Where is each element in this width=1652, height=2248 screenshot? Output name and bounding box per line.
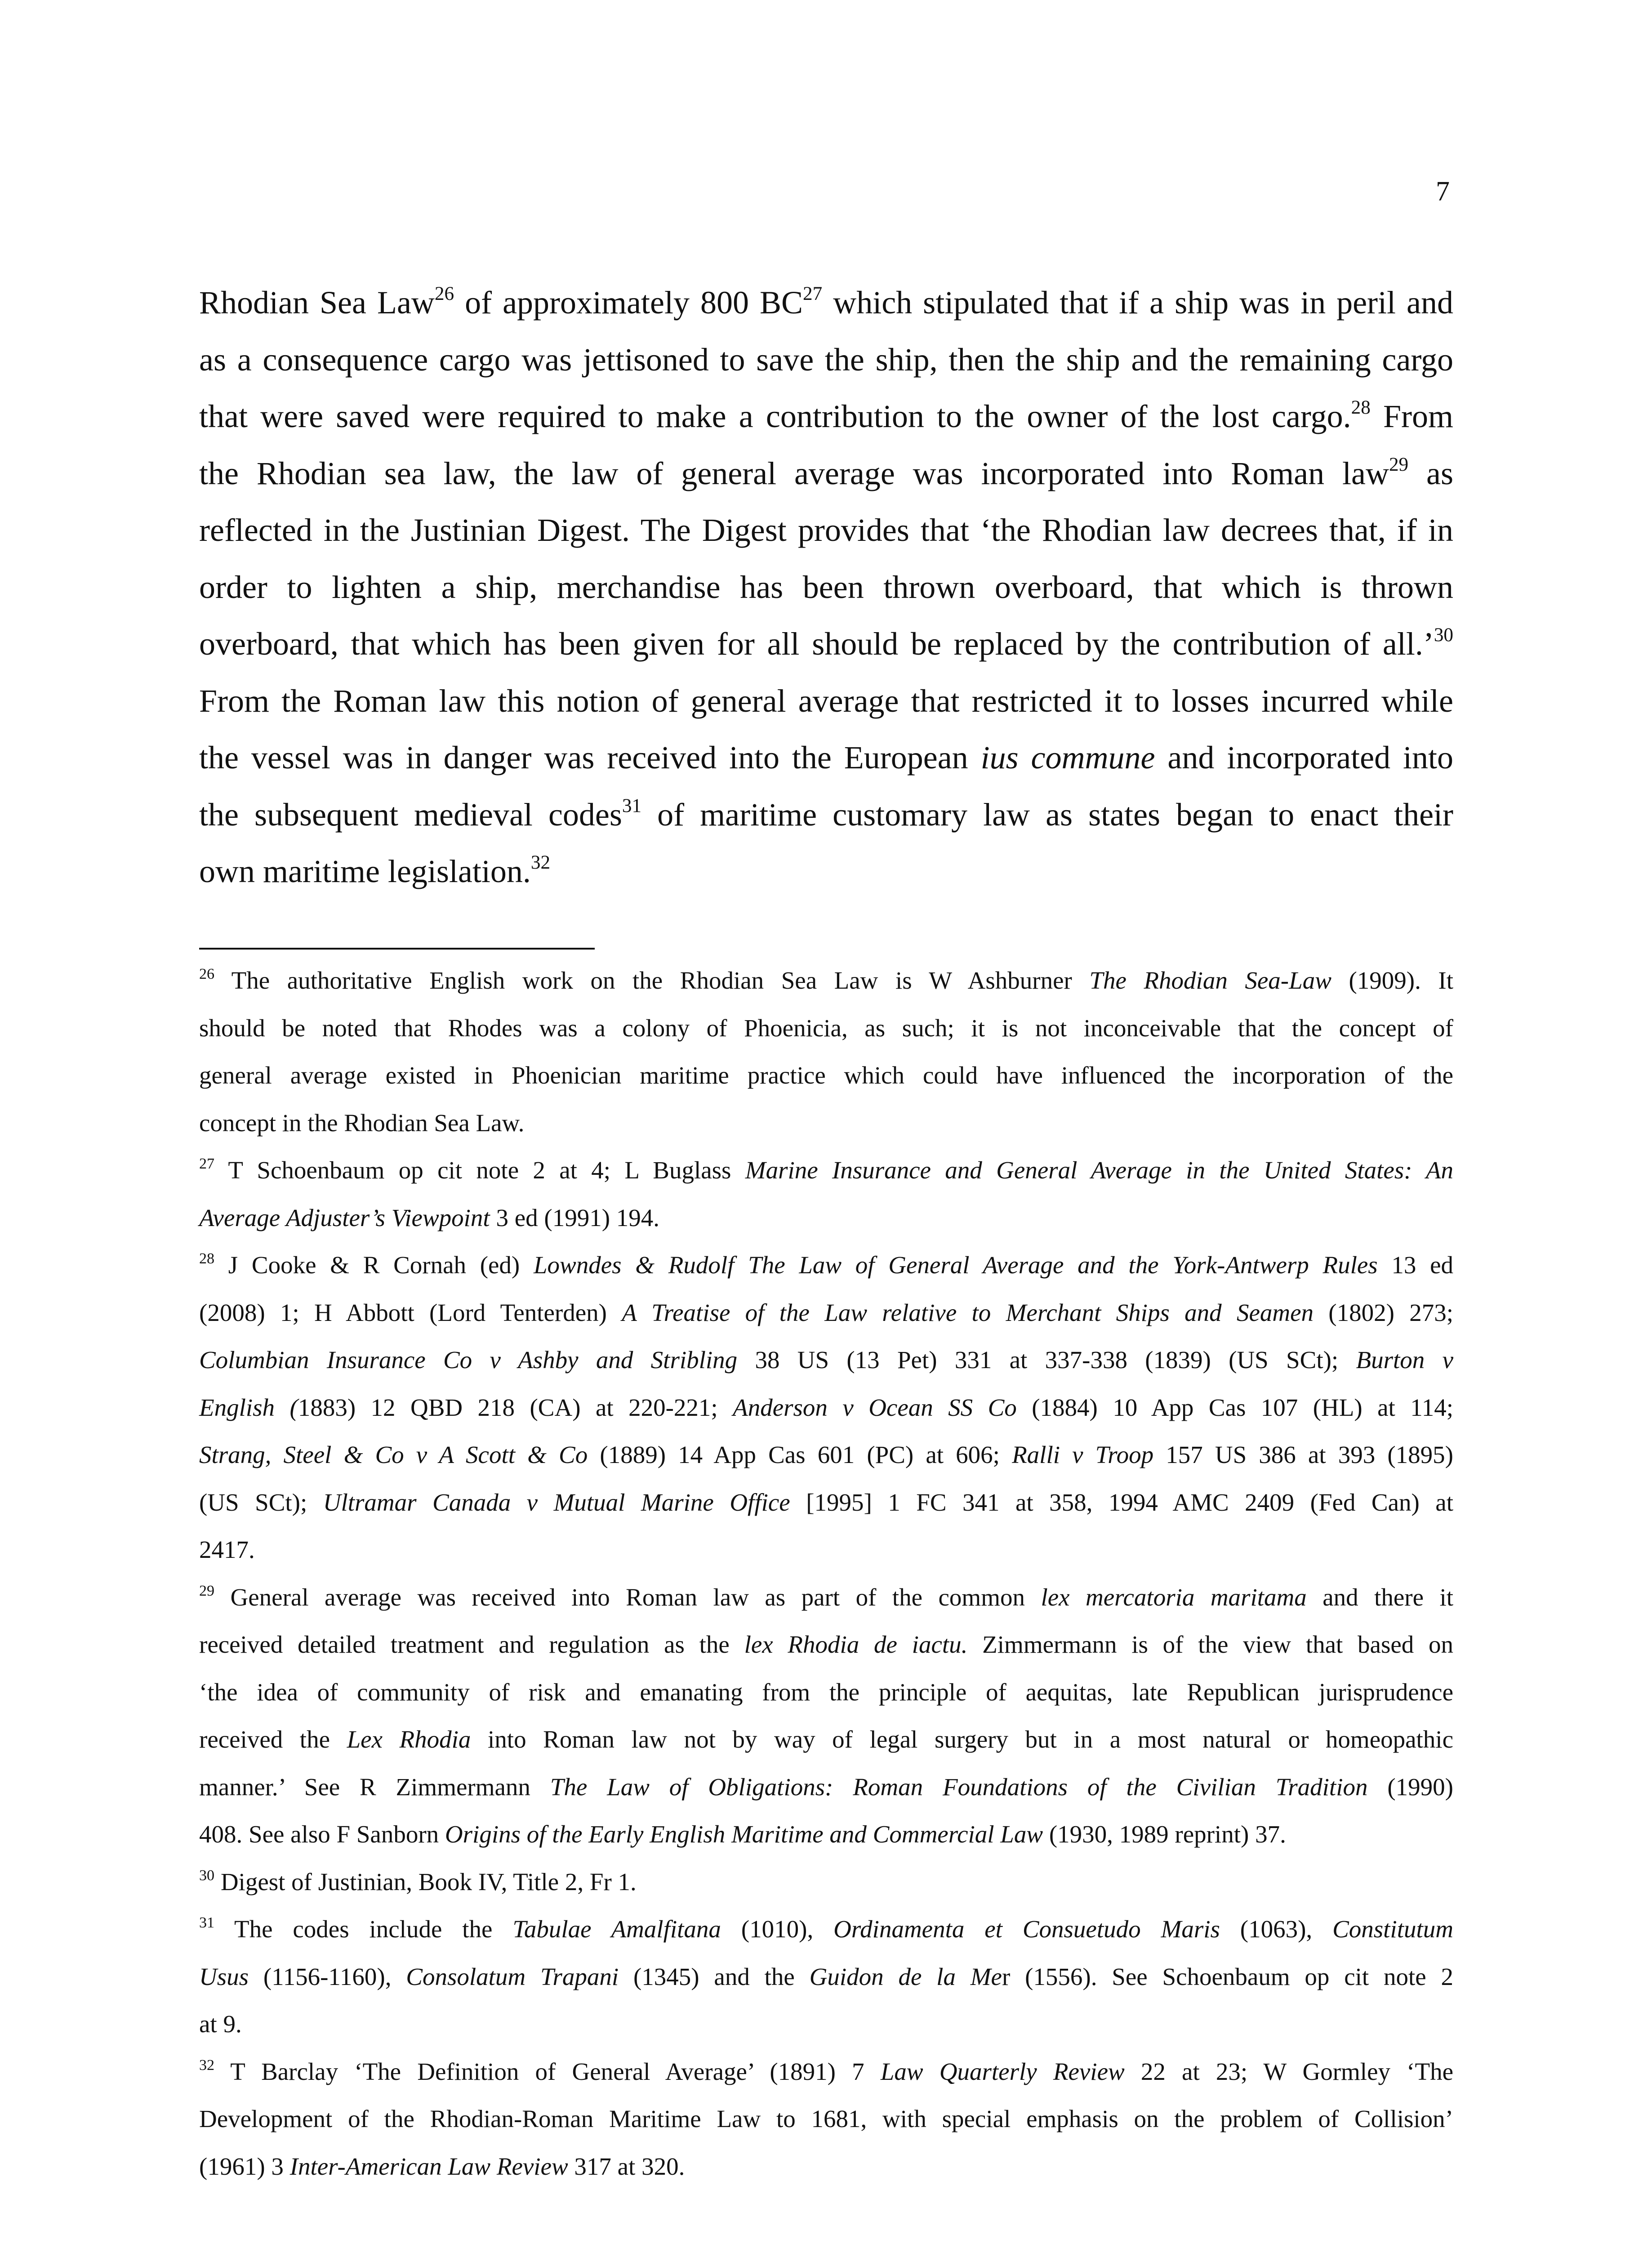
footnote-ref-29[interactable]: 29 <box>1389 454 1409 475</box>
footnote-line: ‘the idea of community of risk and emanating from the principle of aequitas, late Republican jurisprudence <box>199 1678 1453 1706</box>
text-run: manner.’ See R Zimmermann <box>199 1773 550 1801</box>
text-run: From the Roman law this notion of general average that restricted it to losses incurred while <box>199 682 1453 719</box>
text-run: (1156-1160), <box>249 1963 406 1990</box>
footnotes-section <box>199 957 1453 2190</box>
text-run: (1889) 14 App Cas 601 (PC) at 606; <box>588 1441 1012 1468</box>
text-run: (1884) 10 App Cas 107 (HL) at 114; <box>1016 1393 1453 1421</box>
footnote-26 <box>199 957 1453 1146</box>
text-run: 157 US 386 at 393 (1895) <box>1153 1441 1453 1468</box>
text-run: which stipulated that if a ship was in peril and <box>822 285 1453 321</box>
footnote-line <box>199 2143 1453 2190</box>
footnote-28 <box>199 1241 1453 1574</box>
citation-title: Constitutum <box>1332 1915 1453 1943</box>
case-name: Strang, Steel & Co v A Scott & Co <box>199 1441 588 1468</box>
case-name: Ultramar Canada v Mutual Marine Office <box>323 1488 790 1516</box>
footnote-number: 28 <box>199 1250 215 1267</box>
footnote-line <box>199 1431 1453 1479</box>
text-run: (1990) <box>1367 1773 1453 1801</box>
text-run: 3 ed (1991) 194. <box>490 1204 660 1231</box>
citation-title: Lowndes & Rudolf The Law of General Average and the York-Antwerp Rules <box>533 1251 1378 1279</box>
text-run: 1883) 12 QBD 218 (CA) at 220-221; <box>298 1393 733 1421</box>
footnote-number: 32 <box>199 2056 215 2074</box>
case-name: Burton v <box>1356 1346 1453 1374</box>
footnote-32 <box>199 2048 1453 2190</box>
body-line <box>199 786 1453 843</box>
footnote-line <box>199 1289 1453 1337</box>
footnote-line <box>199 1953 1453 2001</box>
text-run: received the <box>199 1726 347 1753</box>
footnote-line <box>199 1811 1453 1858</box>
footnote-line <box>199 1574 1453 1621</box>
case-name: Columbian Insurance Co v Ashby and Stribling <box>199 1346 738 1374</box>
footnote-line <box>199 957 1453 1004</box>
case-name: Ralli v Troop <box>1012 1441 1154 1468</box>
text-run: the subsequent medieval codes <box>199 796 622 833</box>
italic-term: ius commune <box>980 740 1155 776</box>
text-run: (1063), <box>1220 1915 1333 1943</box>
text-run: 38 US (13 Pet) 331 at 337-338 (1839) (US SCt); <box>737 1346 1356 1374</box>
body-line <box>199 502 1453 559</box>
text-run: of approximately 800 BC <box>454 285 803 321</box>
text-run: and incorporated into <box>1155 740 1454 776</box>
text-run: overboard, that which has been given for all should be replaced by the contribution of all.’ <box>199 626 1434 662</box>
body-line <box>199 331 1453 388</box>
case-name: English ( <box>199 1393 298 1421</box>
footnote-line <box>199 1905 1453 1953</box>
text-run: the vessel was in danger was received into the European <box>199 740 981 776</box>
footnote-line <box>199 1146 1453 1194</box>
footnote-27 <box>199 1146 1453 1241</box>
footnote-line: Development of the Rhodian-Roman Maritime Law to 1681, with special emphasis on the problem of Collision’ <box>199 2105 1453 2132</box>
citation-title: Ordinamenta et Consuetudo Maris <box>833 1915 1220 1943</box>
footnote-ref-27[interactable]: 27 <box>803 283 823 304</box>
text-run: (US SCt); <box>199 1488 323 1516</box>
citation-title: Tabulae Amalfitana <box>512 1915 721 1943</box>
body-line <box>199 729 1453 786</box>
footnote-separator <box>199 948 595 950</box>
text-run: General average was received into Roman law as part of the common <box>230 1583 1041 1611</box>
italic-term: lex mercatoria maritama <box>1041 1583 1307 1611</box>
citation-title: A Treatise of the Law relative to Merchant Ships and Seamen <box>622 1298 1314 1326</box>
footnote-line: should be noted that Rhodes was a colony of Phoenicia, as such; it is not inconceivable that the concept of <box>199 1014 1453 1042</box>
text-run: as <box>1408 455 1453 491</box>
text-run: the Rhodian sea law, the law of general average was incorporated into Roman law <box>199 455 1389 491</box>
text-run: 317 at 320. <box>568 2152 685 2180</box>
citation-title: Usus <box>199 1963 249 1990</box>
citation-title: Marine Insurance and General Average in the United States: An <box>745 1156 1453 1184</box>
text-run: reflected in the Justinian Digest. The Digest provides that ‘the Rhodian law decrees that, if in <box>199 512 1453 548</box>
footnote-line <box>199 1336 1453 1384</box>
text-run: Rhodian Sea Law <box>199 285 435 321</box>
footnote-line: concept in the Rhodian Sea Law. <box>199 1109 525 1137</box>
text-run: 22 at 23; W Gormley ‘The <box>1124 2057 1454 2085</box>
citation-title: Inter-American Law Review <box>289 2152 568 2180</box>
footnote-line <box>199 1241 1453 1289</box>
case-name: Anderson v Ocean SS Co <box>733 1393 1017 1421</box>
page-number: 7 <box>1436 176 1450 207</box>
body-line <box>199 274 1453 331</box>
italic-term: lex Rhodia de iactu. <box>744 1631 968 1658</box>
text-run: (1802) 273; <box>1314 1298 1453 1326</box>
italic-term: Lex Rhodia <box>347 1726 471 1753</box>
citation-title: Average Adjuster’s Viewpoint <box>199 1204 490 1231</box>
footnote-line <box>199 1194 1453 1242</box>
footnote-line <box>199 1716 1453 1763</box>
text-run: r (1556). See Schoenbaum op cit note 2 <box>1002 1963 1453 1990</box>
body-line <box>199 673 1453 730</box>
citation-title: Law Quarterly Review <box>880 2057 1125 2085</box>
footnote-ref-26[interactable]: 26 <box>434 283 454 304</box>
footnote-ref-28[interactable]: 28 <box>1351 397 1371 418</box>
footnote-29 <box>199 1574 1453 1858</box>
footnote-line: general average existed in Phoenician maritime practice which could have influenced the incorporation of the <box>199 1062 1453 1089</box>
text-run: From <box>1370 398 1453 434</box>
footnote-line: at 9. <box>199 2010 242 2038</box>
footnote-line <box>199 1858 1453 1906</box>
footnote-number: 30 <box>199 1867 215 1884</box>
body-line <box>199 445 1453 502</box>
text-run: 13 ed <box>1377 1251 1454 1279</box>
text-run: as a consequence cargo was jettisoned to save the ship, then the ship and the remaining cargo <box>199 341 1453 378</box>
text-run: The authoritative English work on the Rhodian Sea Law is W Ashburner <box>231 967 1090 994</box>
citation-title: Origins of the Early English Maritime and Commercial Law <box>445 1820 1043 1848</box>
text-run: (1010), <box>721 1915 834 1943</box>
citation-title: The Rhodian Sea-Law <box>1089 967 1331 994</box>
text-run: 408. See also F Sanborn <box>199 1820 445 1848</box>
footnote-ref-32[interactable]: 32 <box>530 852 551 873</box>
body-line <box>199 388 1453 445</box>
text-run: into Roman law not by way of legal surgery but in a most natural or homeopathic <box>471 1726 1453 1753</box>
body-line <box>199 843 1453 900</box>
footnote-line <box>199 1621 1453 1668</box>
footnote-31 <box>199 1905 1453 2048</box>
footnote-number: 26 <box>199 965 215 982</box>
text-run: that were saved were required to make a contribution to the owner of the lost cargo. <box>199 398 1351 434</box>
text-run: (2008) 1; H Abbott (Lord Tenterden) <box>199 1298 622 1326</box>
citation-title: Guidon de la Me <box>809 1963 1002 1990</box>
footnote-line <box>199 1763 1453 1811</box>
text-run: T Barclay ‘The Definition of General Average’ (1891) 7 <box>230 2057 881 2085</box>
footnote-number: 31 <box>199 1914 215 1931</box>
footnote-30 <box>199 1858 1453 1906</box>
text-run: J Cooke & R Cornah (ed) <box>228 1251 534 1279</box>
text-run: (1909). It <box>1331 967 1453 994</box>
footnote-number: 29 <box>199 1582 215 1599</box>
footnote-line <box>199 1479 1453 1526</box>
text-run: Digest of Justinian, Book IV, Title 2, Fr 1. <box>220 1868 637 1896</box>
body-line <box>199 559 1453 616</box>
text-run: The codes include the <box>234 1915 513 1943</box>
text-run: received detailed treatment and regulation as the <box>199 1631 744 1658</box>
text-run: order to lighten a ship, merchandise has been thrown overboard, that which is thrown <box>199 569 1453 605</box>
text-run: (1961) 3 <box>199 2152 290 2180</box>
text-run: Zimmermann is of the view that based on <box>967 1631 1453 1658</box>
text-run: T Schoenbaum op cit note 2 at 4; L Buglass <box>228 1156 745 1184</box>
body-paragraph <box>199 274 1453 900</box>
footnote-line: 2417. <box>199 1536 255 1563</box>
text-run: own maritime legislation. <box>199 853 531 889</box>
text-run: (1930, 1989 reprint) 37. <box>1043 1820 1286 1848</box>
footnote-ref-31[interactable]: 31 <box>622 795 642 816</box>
text-run: [1995] 1 FC 341 at 358, 1994 AMC 2409 (Fed Can) at <box>790 1488 1454 1516</box>
body-line <box>199 616 1453 673</box>
footnote-line <box>199 1384 1453 1432</box>
text-run: and there it <box>1306 1583 1454 1611</box>
footnote-number: 27 <box>199 1155 215 1172</box>
citation-title: Consolatum Trapani <box>406 1963 619 1990</box>
text-run: of maritime customary law as states began to enact their <box>641 796 1454 833</box>
citation-title: The Law of Obligations: Roman Foundations of the Civilian Tradition <box>550 1773 1368 1801</box>
text-run: (1345) and the <box>619 1963 810 1990</box>
footnote-line <box>199 2048 1453 2096</box>
footnote-ref-30[interactable]: 30 <box>1434 624 1453 646</box>
